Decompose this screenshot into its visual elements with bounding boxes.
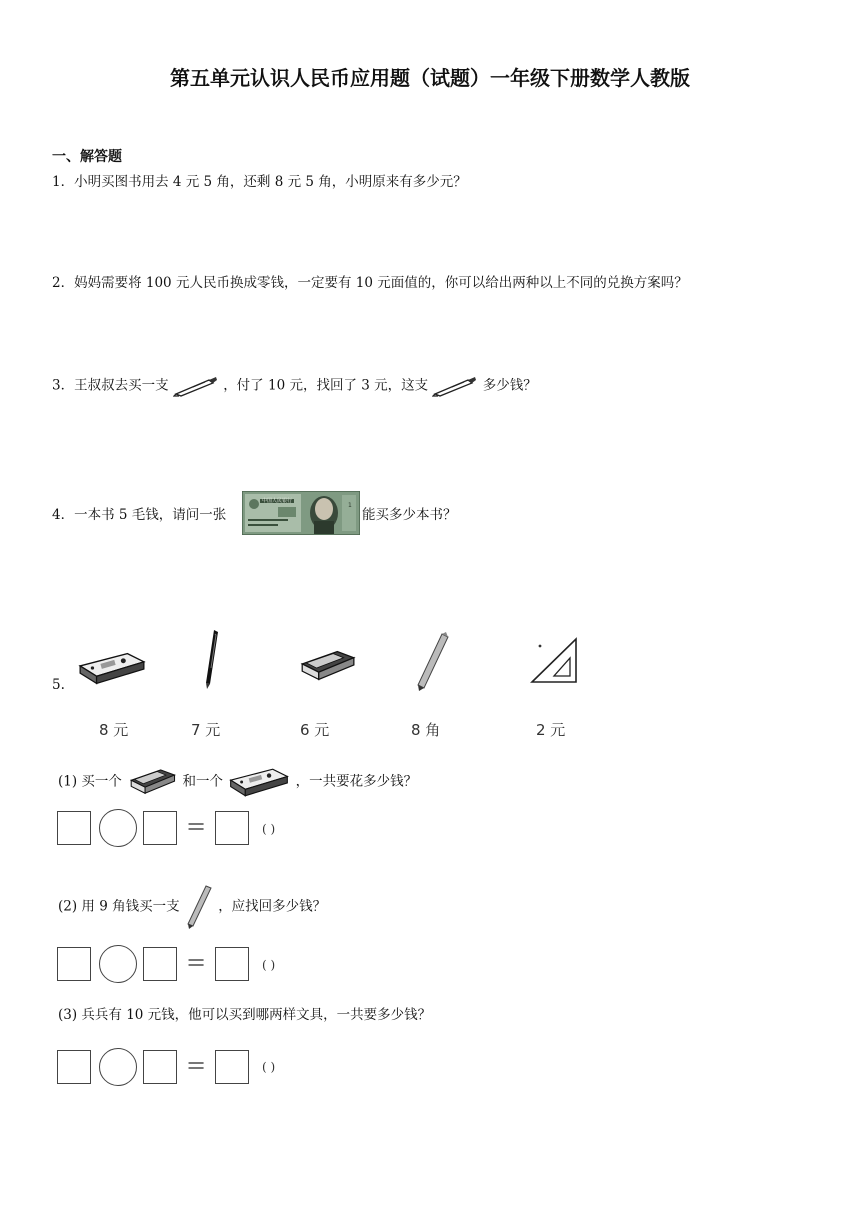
question-3-part-a: 3．王叔叔去买一支 <box>52 377 169 394</box>
pen-icon <box>432 374 478 398</box>
answer-box-1a[interactable] <box>57 811 91 845</box>
stapler-icon <box>126 764 178 800</box>
pencil-icon <box>184 884 214 930</box>
question-1: 1．小明买图书用去 4 元 5 角，还剩 8 元 5 角，小明原来有多少元？ <box>52 174 467 190</box>
pen-icon <box>194 628 226 690</box>
question-2: 2．妈妈需要将 100 元人民币换成零钱，一定要有 10 元面值的，你可以给出两种以上不同的兑换方案吗？ <box>52 275 688 291</box>
sub-question-2 <box>58 884 326 930</box>
operator-circle-3[interactable] <box>99 1048 137 1086</box>
triangle-ruler-icon <box>528 636 582 686</box>
operator-circle-2[interactable] <box>99 945 137 983</box>
question-3 <box>52 374 537 398</box>
unit-blank-3[interactable]: ( ) <box>262 1060 276 1074</box>
sub-question-1-part-b: 和一个 <box>182 773 224 790</box>
answer-box-2c[interactable] <box>215 947 249 981</box>
question-5-number: 5. <box>52 677 65 693</box>
answer-box-2b[interactable] <box>143 947 177 981</box>
answer-box-3a[interactable] <box>57 1050 91 1084</box>
price-triangle-ruler: 2 元 <box>536 721 566 739</box>
banknote-image <box>242 491 360 535</box>
pencil-case-icon <box>76 648 148 688</box>
answer-box-3b[interactable] <box>143 1050 177 1084</box>
pencil-case-icon <box>227 765 291 799</box>
operator-circle-1[interactable] <box>99 809 137 847</box>
section-heading: 一、解答题 <box>52 149 122 165</box>
sub-question-2-part-a: (2) 用 9 角钱买一支 <box>58 898 180 915</box>
question-3-part-c: 多少钱？ <box>482 377 537 394</box>
svg-text:1: 1 <box>348 502 352 509</box>
banknote-text: 中国人民银行 <box>262 498 293 504</box>
answer-box-1c[interactable] <box>215 811 249 845</box>
answer-box-3c[interactable] <box>215 1050 249 1084</box>
stapler-icon <box>296 645 358 687</box>
price-pencil-case: 8 元 <box>99 721 129 739</box>
equals-sign-1: = <box>186 812 207 840</box>
price-pencil: 8 角 <box>411 721 441 739</box>
unit-blank-2[interactable]: ( ) <box>262 958 276 972</box>
unit-blank-1[interactable]: ( ) <box>262 822 276 836</box>
pencil-icon <box>410 632 452 692</box>
pen-icon <box>173 374 219 398</box>
question-4 <box>52 505 226 525</box>
sub-question-1-part-c: ，一共要花多少钱？ <box>295 773 418 790</box>
sub-question-3: (3) 兵兵有 10 元钱，他可以买到哪两样文具，一共要多少钱？ <box>58 1007 432 1023</box>
equals-sign-2: = <box>186 948 207 976</box>
sub-question-2-part-b: ，应找回多少钱？ <box>218 898 327 915</box>
question-4-part-a: 4．一本书 5 毛钱，请问一张 <box>52 507 227 523</box>
question-3-part-b: ，付了 10 元，找回了 3 元，这支 <box>223 377 429 394</box>
price-pen: 7 元 <box>191 721 221 739</box>
answer-box-1b[interactable] <box>143 811 177 845</box>
price-stapler: 6 元 <box>300 721 330 739</box>
answer-box-2a[interactable] <box>57 947 91 981</box>
page-title: 第五单元认识人民币应用题（试题）一年级下册数学人教版 <box>170 66 690 90</box>
sub-question-1 <box>58 764 417 800</box>
question-4-part-b: 能买多少本书？ <box>362 507 457 523</box>
equals-sign-3: = <box>186 1051 207 1079</box>
sub-question-1-part-a: (1) 买一个 <box>58 773 122 790</box>
